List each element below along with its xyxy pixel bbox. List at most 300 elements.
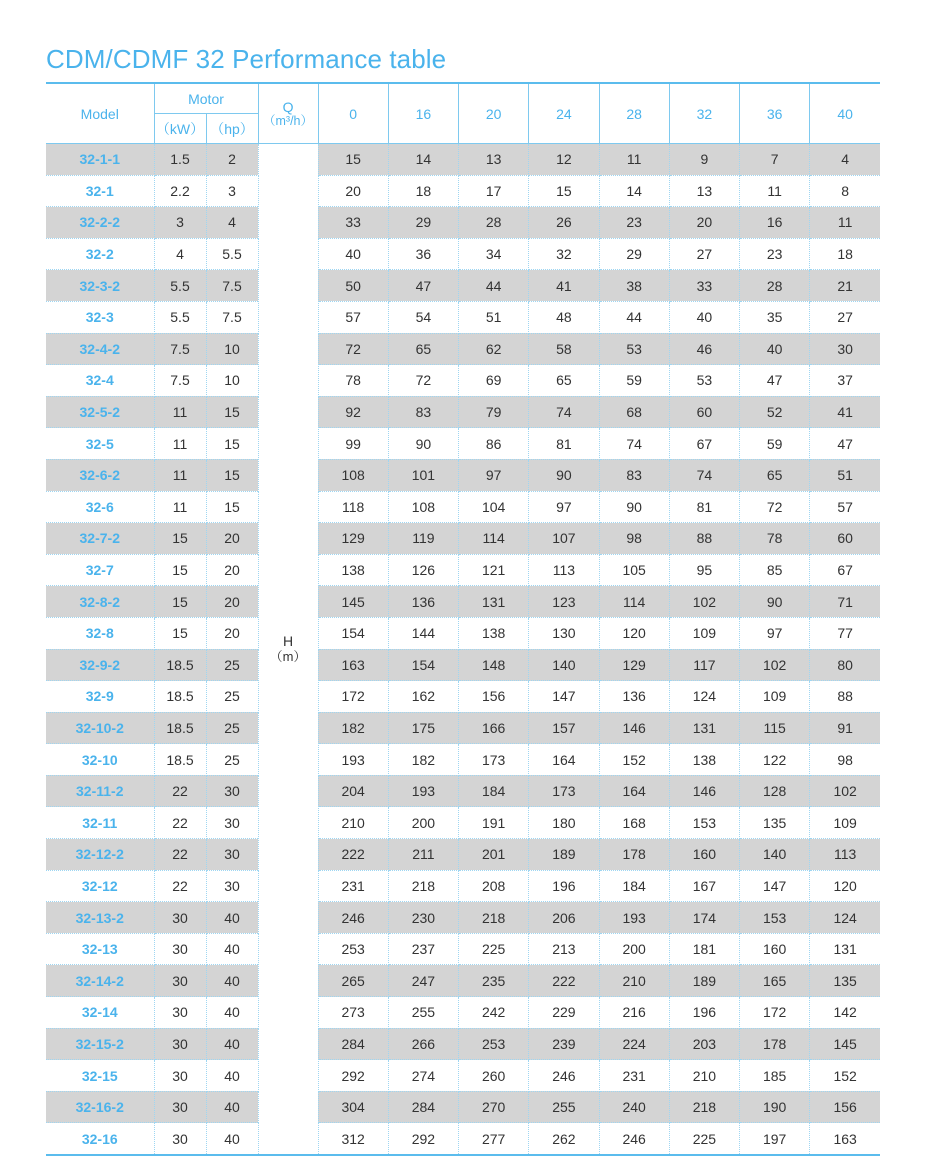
cell-head-value: 131 (810, 933, 880, 965)
cell-motor-hp: 15 (206, 428, 258, 460)
header-flow-36: 36 (740, 83, 810, 144)
cell-head-value: 131 (459, 586, 529, 618)
cell-head-value: 182 (388, 744, 458, 776)
cell-head-value: 44 (459, 270, 529, 302)
cell-motor-hp: 7.5 (206, 301, 258, 333)
table-row (46, 965, 880, 997)
cell-head-value: 97 (459, 459, 529, 491)
cell-head-value: 27 (810, 301, 880, 333)
cell-motor-kw: 11 (154, 396, 206, 428)
cell-motor-kw: 30 (154, 1123, 206, 1154)
cell-head-unit (258, 144, 318, 1155)
cell-head-value: 206 (529, 902, 599, 934)
cell-head-value: 193 (388, 775, 458, 807)
cell-head-value: 59 (599, 365, 669, 397)
cell-head-value: 15 (318, 144, 388, 176)
cell-head-value: 67 (810, 554, 880, 586)
cell-head-value: 65 (388, 333, 458, 365)
cell-head-value: 138 (669, 744, 739, 776)
cell-head-value: 92 (318, 396, 388, 428)
cell-head-value: 253 (318, 933, 388, 965)
cell-motor-hp: 30 (206, 807, 258, 839)
cell-head-value: 140 (529, 649, 599, 681)
cell-model: 32-13 (46, 933, 154, 965)
cell-head-value: 242 (459, 997, 529, 1029)
cell-head-value: 178 (599, 839, 669, 871)
cell-head-value: 246 (529, 1060, 599, 1092)
cell-head-value: 216 (599, 997, 669, 1029)
cell-head-value: 36 (388, 238, 458, 270)
cell-head-value: 57 (810, 491, 880, 523)
cell-head-value: 222 (318, 839, 388, 871)
cell-motor-kw: 22 (154, 870, 206, 902)
cell-head-value: 41 (810, 396, 880, 428)
cell-head-value: 77 (810, 617, 880, 649)
cell-head-value: 136 (388, 586, 458, 618)
cell-head-value: 203 (669, 1028, 739, 1060)
cell-head-value: 255 (388, 997, 458, 1029)
cell-head-value: 72 (740, 491, 810, 523)
table-row (46, 744, 880, 776)
head-unit: （m） (269, 648, 307, 664)
cell-model: 32-1 (46, 175, 154, 207)
cell-motor-hp: 25 (206, 649, 258, 681)
cell-motor-hp: 3 (206, 175, 258, 207)
cell-head-value: 109 (740, 681, 810, 713)
cell-head-value: 164 (529, 744, 599, 776)
table-row (46, 396, 880, 428)
cell-head-value: 74 (669, 459, 739, 491)
cell-head-value: 53 (599, 333, 669, 365)
cell-head-value: 160 (740, 933, 810, 965)
header-motor-hp: （hp） (206, 114, 258, 144)
cell-head-value: 156 (810, 1091, 880, 1123)
cell-head-value: 113 (529, 554, 599, 586)
cell-head-value: 130 (529, 617, 599, 649)
cell-motor-hp: 30 (206, 870, 258, 902)
cell-head-value: 40 (318, 238, 388, 270)
cell-motor-hp: 5.5 (206, 238, 258, 270)
cell-motor-kw: 5.5 (154, 301, 206, 333)
cell-head-value: 27 (669, 238, 739, 270)
cell-model: 32-15-2 (46, 1028, 154, 1060)
cell-model: 32-6 (46, 491, 154, 523)
table-row (46, 586, 880, 618)
cell-motor-kw: 4 (154, 238, 206, 270)
cell-head-value: 160 (669, 839, 739, 871)
cell-head-value: 284 (388, 1091, 458, 1123)
cell-model: 32-9 (46, 681, 154, 713)
cell-head-value: 52 (740, 396, 810, 428)
header-flow-32: 32 (669, 83, 739, 144)
performance-table (46, 82, 880, 1154)
table-row (46, 238, 880, 270)
cell-motor-hp: 40 (206, 1060, 258, 1092)
cell-head-value: 284 (318, 1028, 388, 1060)
cell-head-value: 16 (740, 207, 810, 239)
cell-model: 32-4-2 (46, 333, 154, 365)
cell-head-value: 114 (459, 523, 529, 555)
cell-head-value: 37 (810, 365, 880, 397)
cell-head-value: 173 (459, 744, 529, 776)
cell-head-value: 51 (459, 301, 529, 333)
cell-motor-kw: 11 (154, 491, 206, 523)
cell-head-value: 113 (810, 839, 880, 871)
cell-head-value: 184 (599, 870, 669, 902)
head-symbol: H (282, 633, 294, 650)
cell-head-value: 109 (810, 807, 880, 839)
cell-head-value: 230 (388, 902, 458, 934)
cell-head-value: 47 (740, 365, 810, 397)
cell-head-value: 28 (459, 207, 529, 239)
header-motor-kw: （kW） (154, 114, 206, 144)
cell-head-value: 57 (318, 301, 388, 333)
cell-head-value: 78 (318, 365, 388, 397)
cell-head-value: 80 (810, 649, 880, 681)
cell-head-value: 239 (529, 1028, 599, 1060)
cell-motor-kw: 7.5 (154, 365, 206, 397)
performance-table-container (46, 82, 880, 1154)
cell-head-value: 222 (529, 965, 599, 997)
table-row (46, 1123, 880, 1154)
cell-motor-hp: 25 (206, 681, 258, 713)
cell-head-value: 90 (599, 491, 669, 523)
table-row (46, 144, 880, 176)
cell-head-value: 189 (669, 965, 739, 997)
cell-head-value: 253 (459, 1028, 529, 1060)
header-q-unit: （m³/h） (263, 113, 314, 128)
cell-head-value: 246 (318, 902, 388, 934)
cell-head-value: 131 (669, 712, 739, 744)
cell-model: 32-14 (46, 997, 154, 1029)
cell-head-value: 83 (599, 459, 669, 491)
cell-head-value: 65 (529, 365, 599, 397)
cell-head-value: 163 (318, 649, 388, 681)
cell-head-value: 136 (599, 681, 669, 713)
table-row (46, 870, 880, 902)
cell-motor-hp: 40 (206, 933, 258, 965)
cell-motor-kw: 3 (154, 207, 206, 239)
cell-motor-hp: 4 (206, 207, 258, 239)
cell-head-value: 30 (810, 333, 880, 365)
cell-head-value: 18 (388, 175, 458, 207)
cell-motor-hp: 40 (206, 997, 258, 1029)
cell-head-value: 210 (318, 807, 388, 839)
cell-head-value: 8 (810, 175, 880, 207)
header-flow-28: 28 (599, 83, 669, 144)
cell-head-value: 81 (669, 491, 739, 523)
cell-motor-hp: 20 (206, 523, 258, 555)
table-row (46, 1060, 880, 1092)
cell-head-value: 129 (599, 649, 669, 681)
cell-head-value: 18 (810, 238, 880, 270)
cell-head-value: 145 (810, 1028, 880, 1060)
cell-model: 32-2 (46, 238, 154, 270)
cell-head-value: 72 (318, 333, 388, 365)
table-header (46, 83, 880, 144)
cell-motor-hp: 25 (206, 712, 258, 744)
cell-head-value: 98 (599, 523, 669, 555)
cell-head-value: 124 (810, 902, 880, 934)
header-flow-16: 16 (388, 83, 458, 144)
cell-motor-hp: 15 (206, 491, 258, 523)
cell-head-value: 41 (529, 270, 599, 302)
cell-head-value: 146 (669, 775, 739, 807)
cell-motor-hp: 10 (206, 365, 258, 397)
cell-model: 32-5 (46, 428, 154, 460)
cell-motor-hp: 20 (206, 617, 258, 649)
cell-head-value: 135 (810, 965, 880, 997)
cell-head-value: 184 (459, 775, 529, 807)
cell-head-value: 88 (810, 681, 880, 713)
cell-motor-kw: 11 (154, 459, 206, 491)
cell-motor-kw: 11 (154, 428, 206, 460)
cell-model: 32-10 (46, 744, 154, 776)
cell-motor-hp: 10 (206, 333, 258, 365)
cell-head-value: 119 (388, 523, 458, 555)
cell-head-value: 200 (388, 807, 458, 839)
cell-head-value: 62 (459, 333, 529, 365)
cell-head-value: 13 (669, 175, 739, 207)
cell-model: 32-2-2 (46, 207, 154, 239)
table-row (46, 523, 880, 555)
cell-head-value: 152 (810, 1060, 880, 1092)
table-row (46, 617, 880, 649)
cell-head-value: 277 (459, 1123, 529, 1154)
cell-head-value: 23 (740, 238, 810, 270)
cell-head-value: 218 (669, 1091, 739, 1123)
cell-head-value: 138 (318, 554, 388, 586)
cell-head-value: 172 (318, 681, 388, 713)
cell-head-value: 213 (529, 933, 599, 965)
cell-head-value: 153 (740, 902, 810, 934)
cell-head-value: 88 (669, 523, 739, 555)
cell-head-value: 11 (599, 144, 669, 176)
cell-motor-kw: 18.5 (154, 681, 206, 713)
cell-head-value: 166 (459, 712, 529, 744)
cell-motor-hp: 30 (206, 839, 258, 871)
cell-head-value: 60 (669, 396, 739, 428)
cell-motor-kw: 15 (154, 617, 206, 649)
cell-head-value: 152 (599, 744, 669, 776)
header-flow-0: 0 (318, 83, 388, 144)
cell-motor-kw: 30 (154, 902, 206, 934)
cell-head-value: 40 (669, 301, 739, 333)
cell-head-value: 107 (529, 523, 599, 555)
cell-head-value: 74 (599, 428, 669, 460)
cell-head-value: 7 (740, 144, 810, 176)
cell-head-value: 196 (669, 997, 739, 1029)
cell-head-value: 44 (599, 301, 669, 333)
cell-head-value: 90 (529, 459, 599, 491)
cell-head-value: 74 (529, 396, 599, 428)
cell-head-value: 156 (459, 681, 529, 713)
cell-model: 32-11-2 (46, 775, 154, 807)
cell-head-value: 97 (529, 491, 599, 523)
cell-head-value: 72 (388, 365, 458, 397)
cell-head-value: 144 (388, 617, 458, 649)
cell-model: 32-13-2 (46, 902, 154, 934)
cell-motor-kw: 22 (154, 775, 206, 807)
cell-head-value: 17 (459, 175, 529, 207)
cell-head-value: 9 (669, 144, 739, 176)
cell-head-value: 273 (318, 997, 388, 1029)
cell-head-value: 79 (459, 396, 529, 428)
cell-head-value: 182 (318, 712, 388, 744)
cell-head-value: 23 (599, 207, 669, 239)
cell-motor-kw: 22 (154, 839, 206, 871)
table-row (46, 807, 880, 839)
cell-head-value: 140 (740, 839, 810, 871)
cell-head-value: 21 (810, 270, 880, 302)
cell-head-value: 58 (529, 333, 599, 365)
cell-head-value: 15 (529, 175, 599, 207)
cell-head-value: 193 (318, 744, 388, 776)
cell-head-value: 109 (669, 617, 739, 649)
cell-model: 32-3 (46, 301, 154, 333)
table-row (46, 902, 880, 934)
cell-head-value: 102 (810, 775, 880, 807)
cell-head-value: 126 (388, 554, 458, 586)
cell-head-value: 197 (740, 1123, 810, 1154)
cell-head-value: 231 (318, 870, 388, 902)
cell-model: 32-11 (46, 807, 154, 839)
cell-model: 32-6-2 (46, 459, 154, 491)
cell-head-value: 95 (669, 554, 739, 586)
cell-head-value: 47 (388, 270, 458, 302)
cell-model: 32-12 (46, 870, 154, 902)
cell-head-value: 120 (599, 617, 669, 649)
cell-head-value: 163 (810, 1123, 880, 1154)
cell-model: 32-4 (46, 365, 154, 397)
cell-head-value: 274 (388, 1060, 458, 1092)
cell-motor-kw: 30 (154, 1060, 206, 1092)
cell-head-value: 196 (529, 870, 599, 902)
cell-head-value: 122 (740, 744, 810, 776)
cell-head-value: 102 (669, 586, 739, 618)
cell-head-value: 218 (388, 870, 458, 902)
cell-model: 32-16-2 (46, 1091, 154, 1123)
table-row (46, 712, 880, 744)
table-row (46, 301, 880, 333)
cell-head-value: 235 (459, 965, 529, 997)
cell-head-value: 53 (669, 365, 739, 397)
cell-head-value: 247 (388, 965, 458, 997)
cell-head-value: 174 (669, 902, 739, 934)
cell-head-value: 240 (599, 1091, 669, 1123)
cell-motor-kw: 15 (154, 554, 206, 586)
table-row (46, 491, 880, 523)
cell-head-value: 210 (669, 1060, 739, 1092)
cell-head-value: 237 (388, 933, 458, 965)
cell-motor-kw: 5.5 (154, 270, 206, 302)
cell-model: 32-16 (46, 1123, 154, 1154)
cell-motor-kw: 30 (154, 997, 206, 1029)
cell-motor-kw: 18.5 (154, 649, 206, 681)
cell-motor-hp: 20 (206, 554, 258, 586)
cell-head-value: 32 (529, 238, 599, 270)
page-title: CDM/CDMF 32 Performance table (46, 44, 447, 74)
cell-head-value: 68 (599, 396, 669, 428)
cell-head-value: 121 (459, 554, 529, 586)
cell-head-value: 172 (740, 997, 810, 1029)
cell-head-value: 218 (459, 902, 529, 934)
cell-head-value: 164 (599, 775, 669, 807)
header-q-symbol: Q (282, 98, 294, 115)
cell-head-value: 147 (529, 681, 599, 713)
cell-head-value: 167 (669, 870, 739, 902)
cell-head-value: 204 (318, 775, 388, 807)
cell-head-value: 292 (318, 1060, 388, 1092)
cell-head-value: 28 (740, 270, 810, 302)
cell-motor-kw: 15 (154, 586, 206, 618)
header-motor: Motor (154, 83, 258, 114)
cell-head-value: 193 (599, 902, 669, 934)
cell-head-value: 118 (318, 491, 388, 523)
cell-head-value: 51 (810, 459, 880, 491)
cell-head-value: 97 (740, 617, 810, 649)
cell-head-value: 13 (459, 144, 529, 176)
cell-head-value: 120 (810, 870, 880, 902)
cell-head-value: 71 (810, 586, 880, 618)
cell-head-value: 153 (669, 807, 739, 839)
table-row (46, 1028, 880, 1060)
cell-head-value: 47 (810, 428, 880, 460)
cell-head-value: 175 (388, 712, 458, 744)
cell-head-value: 20 (318, 175, 388, 207)
table-row (46, 1091, 880, 1123)
cell-head-value: 33 (318, 207, 388, 239)
cell-head-value: 34 (459, 238, 529, 270)
cell-head-value: 114 (599, 586, 669, 618)
cell-head-value: 108 (388, 491, 458, 523)
cell-head-value: 105 (599, 554, 669, 586)
table-row (46, 270, 880, 302)
cell-model: 32-15 (46, 1060, 154, 1092)
cell-head-value: 260 (459, 1060, 529, 1092)
cell-model: 32-12-2 (46, 839, 154, 871)
cell-motor-hp: 40 (206, 1091, 258, 1123)
table-row (46, 175, 880, 207)
cell-head-value: 60 (810, 523, 880, 555)
header-flow-20: 20 (459, 83, 529, 144)
table-row (46, 933, 880, 965)
cell-head-value: 211 (388, 839, 458, 871)
cell-model: 32-8-2 (46, 586, 154, 618)
cell-head-value: 154 (318, 617, 388, 649)
cell-head-value: 11 (810, 207, 880, 239)
cell-motor-kw: 22 (154, 807, 206, 839)
cell-head-value: 29 (388, 207, 458, 239)
cell-motor-kw: 7.5 (154, 333, 206, 365)
cell-head-value: 33 (669, 270, 739, 302)
cell-motor-hp: 20 (206, 586, 258, 618)
table-row (46, 365, 880, 397)
cell-head-value: 191 (459, 807, 529, 839)
cell-head-value: 67 (669, 428, 739, 460)
cell-head-value: 135 (740, 807, 810, 839)
cell-model: 32-9-2 (46, 649, 154, 681)
cell-head-value: 12 (529, 144, 599, 176)
cell-head-value: 148 (459, 649, 529, 681)
cell-head-value: 189 (529, 839, 599, 871)
cell-head-value: 46 (669, 333, 739, 365)
cell-motor-kw: 18.5 (154, 712, 206, 744)
cell-motor-kw: 1.5 (154, 144, 206, 176)
cell-motor-kw: 30 (154, 1091, 206, 1123)
cell-motor-hp: 30 (206, 775, 258, 807)
cell-head-value: 142 (810, 997, 880, 1029)
